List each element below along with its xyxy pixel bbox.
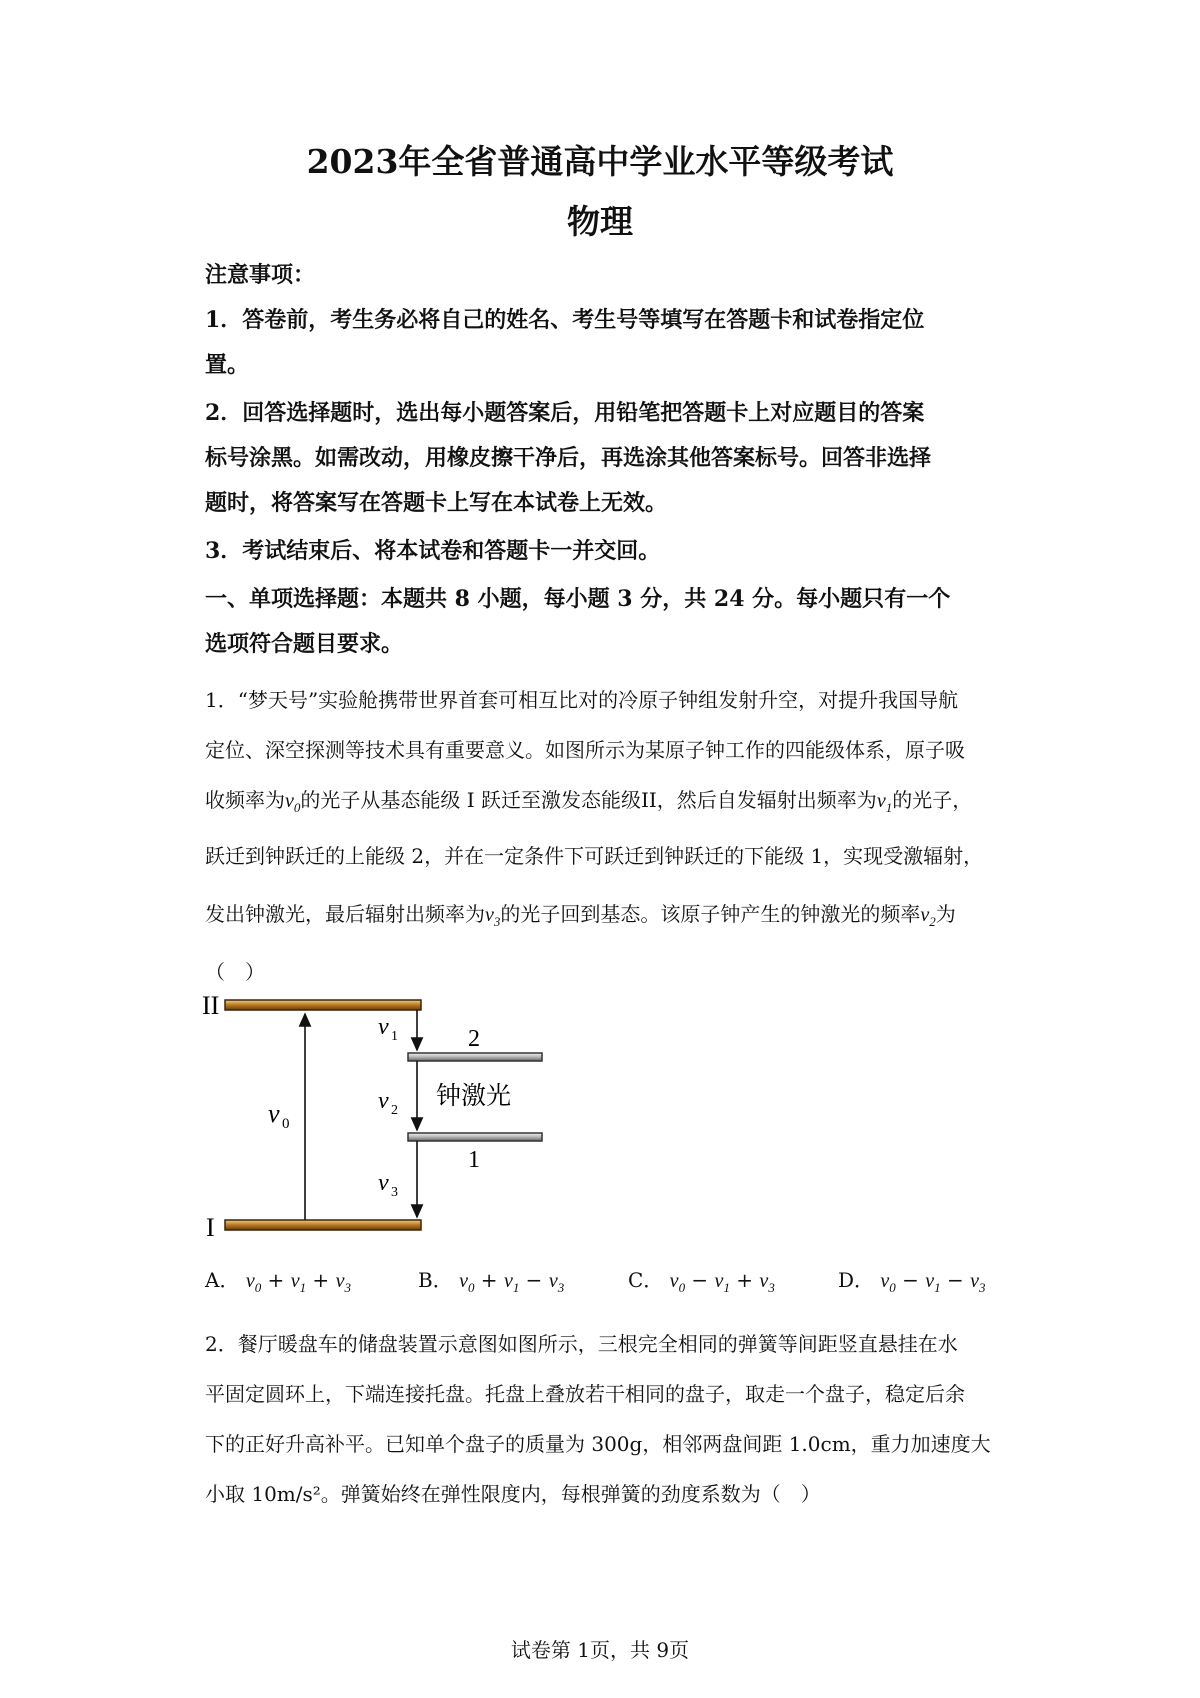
note-2-line-2: 标号涂黑。如需改动，用橡皮擦干净后，再选涂其他答案标号。回答非选择 xyxy=(205,445,932,471)
notes-heading: 注意事项： xyxy=(205,262,316,288)
q2-line-2: 平固定圆环上，下端连接托盘。托盘上叠放若干相同的盘子，取走一个盘子，稳定后余 xyxy=(205,1382,965,1406)
nu1-symbol: $\nu_1$ xyxy=(876,790,893,815)
label-nu2: ν xyxy=(378,1088,389,1114)
label-nu3: ν xyxy=(378,1170,389,1196)
q1-line-2: 定位、深空探测等技术具有重要意义。如图所示为某原子钟工作的四能级体系，原子吸 xyxy=(205,738,965,762)
label-nu2-sub: 2 xyxy=(391,1103,398,1118)
q1-line-4: 跃迁到钟跃迁的上能级 2，并在一定条件下可跃迁到钟跃迁的下能级 1，实现受激辐射， xyxy=(205,844,984,868)
q1-line-5-c: 为 xyxy=(935,902,956,926)
q1-line-3 xyxy=(205,784,972,816)
subject-title: 物理 xyxy=(567,202,633,241)
q2-line-3: 下的正好升高补平。已知单个盘子的质量为 300g，相邻两盘间距 1.0cm，重力加速度大 xyxy=(205,1432,991,1456)
q2-line-1: 2．餐厅暖盘车的储盘装置示意图如图所示，三根完全相同的弹簧等间距竖直悬挂在水 xyxy=(205,1332,958,1356)
label-level-2: 2 xyxy=(468,1026,480,1052)
nu3-symbol: $\nu_3$ xyxy=(485,904,501,929)
label-level-1: 1 xyxy=(468,1147,480,1173)
note-2-line-1: 2．回答选择题时，选出每小题答案后，用铅笔把答题卡上对应题目的答案 xyxy=(205,400,925,426)
label-nu1-sub: 1 xyxy=(391,1029,398,1044)
q1-line-5 xyxy=(205,898,956,930)
level-2-bar xyxy=(408,1053,542,1061)
section-1-heading-line-1: 一、单项选择题：本题共 8 小题，每小题 3 分，共 24 分。每小题只有一个 xyxy=(205,586,951,612)
label-nu1: ν xyxy=(378,1014,389,1040)
section-1-heading-line-2: 选项符合题目要求。 xyxy=(205,631,404,657)
label-clock-laser: 钟激光 xyxy=(436,1081,512,1110)
energy-level-diagram xyxy=(200,990,560,1240)
page-footer: 试卷第 1页，共 9页 xyxy=(510,1638,690,1662)
q1-line-5-a: 发出钟激光，最后辐射出频率为 xyxy=(205,902,485,926)
q2-line-4: 小取 10m/s²。弹簧始终在弹性限度内，每根弹簧的劲度系数为（ ） xyxy=(205,1482,821,1506)
label-nu0: ν xyxy=(268,1099,280,1128)
level-1-bar xyxy=(408,1133,542,1141)
q1-line-1: 1．“梦天号”实验舱携带世界首套可相互比对的冷原子钟组发射升空，对提升我国导航 xyxy=(205,688,959,712)
q1-line-3-c: 的光子， xyxy=(892,788,973,812)
level-I-bar xyxy=(225,1220,421,1230)
level-II-bar xyxy=(225,1000,421,1010)
label-nu3-sub: 3 xyxy=(391,1185,398,1200)
q1-line-3-a: 收频率为 xyxy=(205,788,285,812)
note-2-line-3: 题时，将答案写在答题卡上写在本试卷上无效。 xyxy=(205,490,668,516)
option-C[interactable]: C． $\nu_0 - \nu_1 + \nu_3$ xyxy=(628,1268,775,1295)
label-level-I: I xyxy=(206,1213,215,1240)
exam-title: 2023年全省普通高中学业水平等级考试 xyxy=(306,142,894,181)
nu2-symbol: $\nu_2$ xyxy=(920,904,936,929)
q1-line-3-b: 的光子从基态能级 I 跃迁至激发态能级II，然后自发辐射出频率为 xyxy=(300,788,877,812)
note-3: 3．考试结束后、将本试卷和答题卡一并交回。 xyxy=(205,538,661,564)
label-level-II: II xyxy=(202,991,220,1020)
note-1-line-2: 置。 xyxy=(205,352,250,378)
nu0-symbol: $\nu_0$ xyxy=(285,790,301,815)
q1-line-5-b: 的光子回到基态。该原子钟产生的钟激光的频率 xyxy=(500,902,921,926)
q1-answer-bracket: （ ） xyxy=(205,960,265,984)
label-nu0-sub: 0 xyxy=(282,1116,290,1132)
option-A[interactable]: A． $\nu_0 + \nu_1 + \nu_3$ xyxy=(205,1268,351,1295)
option-D[interactable]: D． $\nu_0 - \nu_1 - \nu_3$ xyxy=(838,1268,986,1295)
note-1-line-1: 1．答卷前，考生务必将自己的姓名、考生号等填写在答题卡和试卷指定位 xyxy=(205,307,925,333)
option-B[interactable]: B． $\nu_0 + \nu_1 - \nu_3$ xyxy=(418,1268,565,1295)
